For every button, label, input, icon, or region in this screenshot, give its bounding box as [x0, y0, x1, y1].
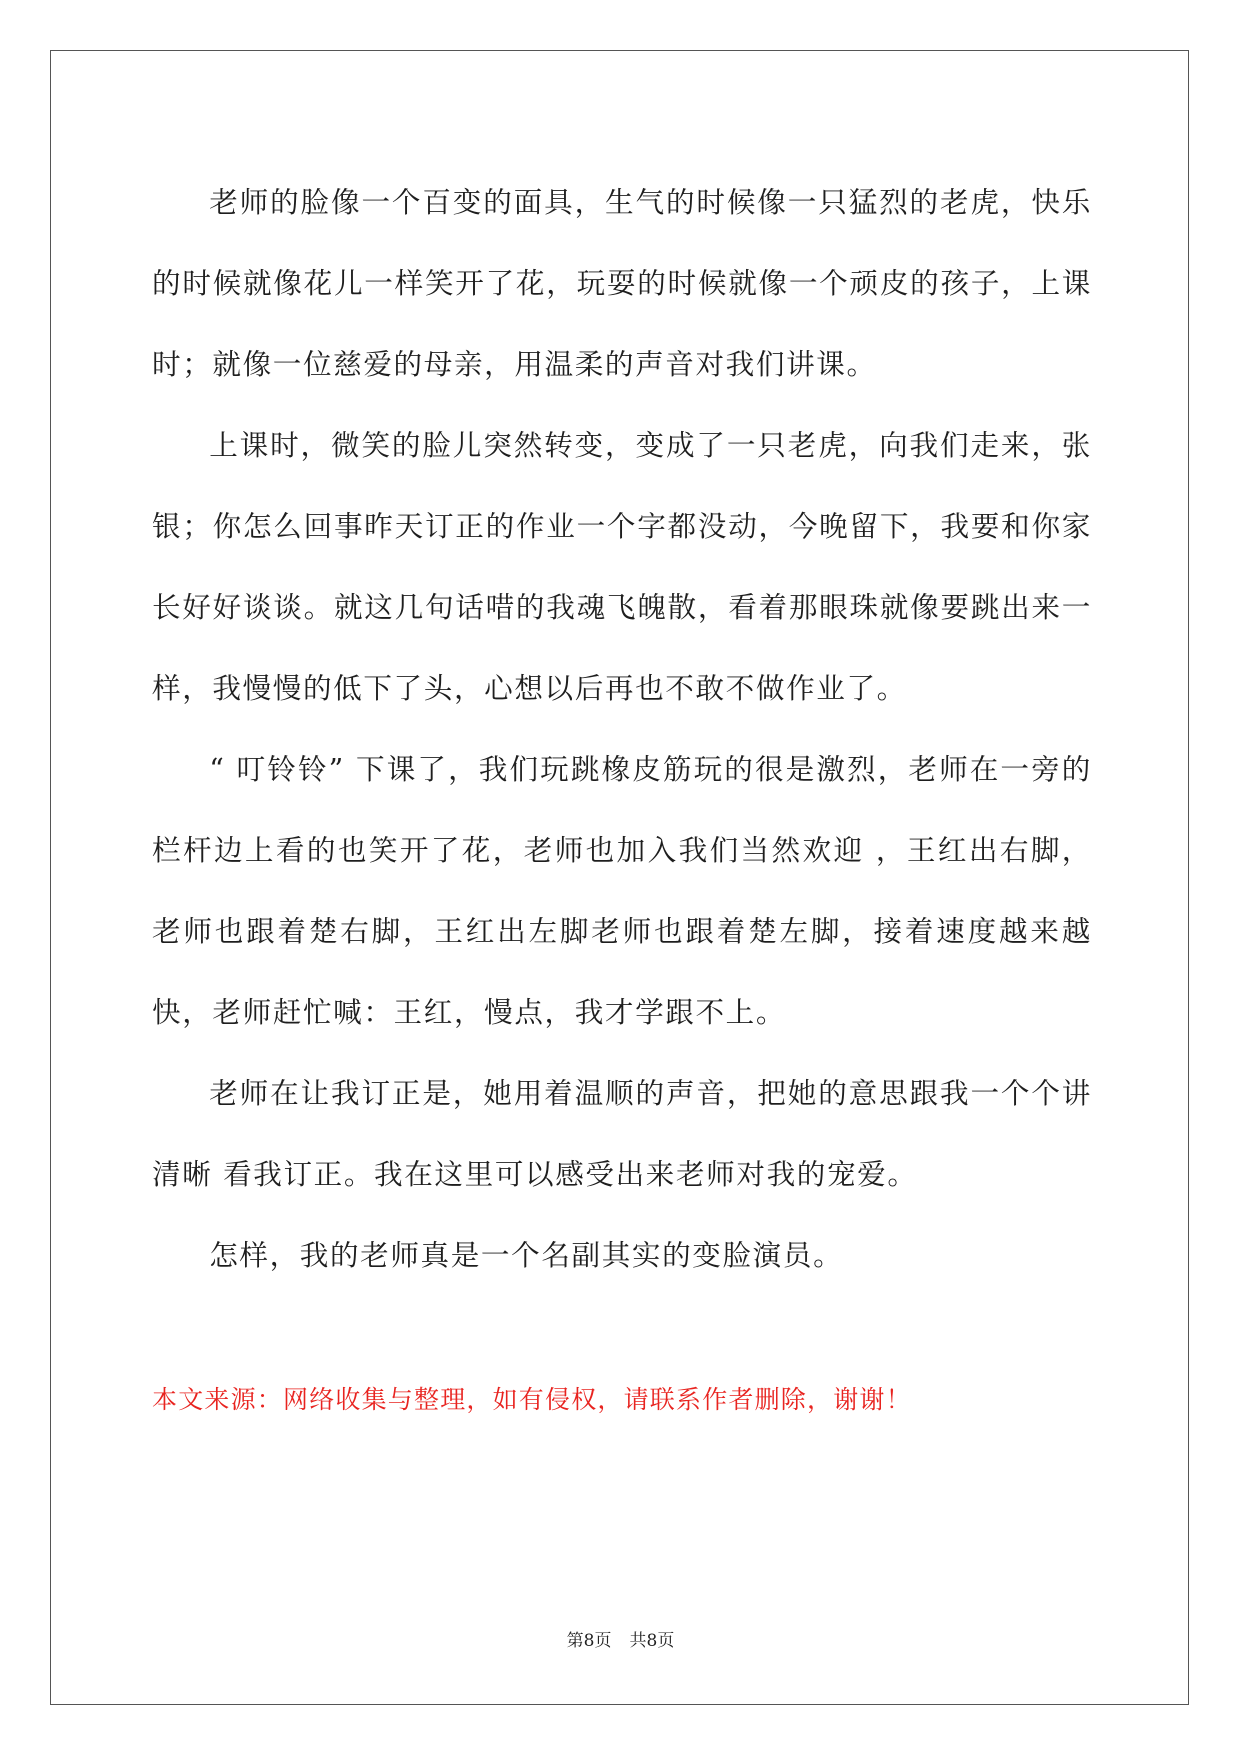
current-page-number: 第8页	[566, 1631, 612, 1651]
paragraph: 上课时，微笑的脸儿突然转变，变成了一只老虎，向我们走来，张银；你怎么回事昨天订正的作业一个字都没动，今晚留下，我要和你家长好好谈谈。就这几句话唶的我魂飞魄散，看着那眼珠就像要跳出来一样，我慢慢的低下了头，心想以后再也不敢不做作业了。	[152, 428, 1092, 705]
paragraph: 老师在让我订正是，她用着温顺的声音，把她的意思跟我一个个讲清晰 看我订正。我在这里可以感受出来老师对我的宠爱。	[152, 1076, 1092, 1191]
page-footer	[0, 1626, 1241, 1651]
paragraph: 怎样，我的老师真是一个名副其实的变脸演员。	[209, 1238, 844, 1272]
paragraph: “ 叮铃铃” 下课了，我们玩跳橡皮筋玩的很是激烈，老师在一旁的栏杆边上看的也笑开了花，老师也加入我们当然欢迎 ，王红出右脚，老师也跟着楚右脚，王红出左脚老师也跟着楚左脚，接着速度越来越快，老师赶忙喊：王红，慢点，我才学跟不上。	[152, 752, 1092, 1029]
total-page-count: 共8页	[629, 1631, 675, 1651]
source-disclaimer: 本文来源：网络收集与整理，如有侵权，请联系作者删除，谢谢！	[152, 1385, 912, 1414]
paragraph: 老师的脸像一个百变的面具，生气的时候像一只猛烈的老虎，快乐的时候就像花儿一样笑开了花，玩耍的时候就像一个顽皮的孩子，上课时；就像一位慈爱的母亲，用温柔的声音对我们讲课。	[152, 185, 1092, 381]
document-body	[152, 162, 1092, 1296]
